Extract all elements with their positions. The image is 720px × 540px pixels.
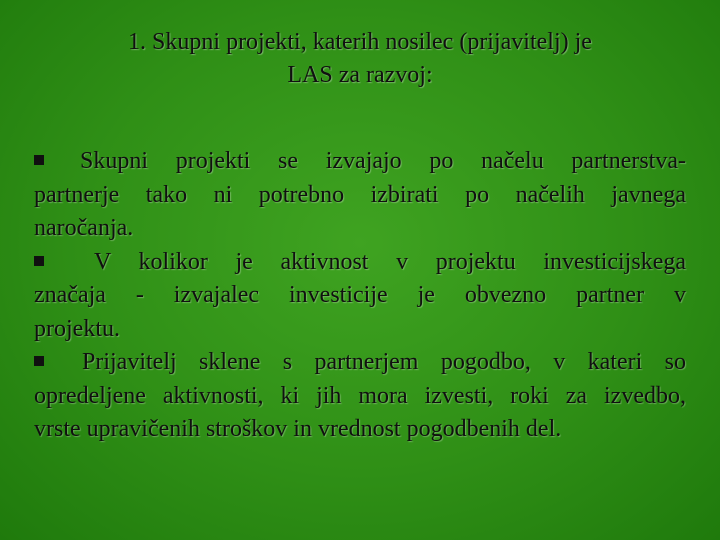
bullet-text: Prijavitelj sklene s partnerjem pogodbo, v kateri so	[82, 349, 686, 375]
title-line-2: LAS za razvoj:	[287, 62, 433, 88]
bullet-text: partnerje tako ni potrebno izbirati po načelih javnega	[34, 181, 686, 208]
bullet-text: projektu.	[34, 315, 120, 342]
slide-title	[60, 26, 660, 92]
bullet-item	[34, 346, 686, 447]
square-bullet-icon	[34, 256, 44, 266]
square-bullet-icon	[34, 356, 44, 366]
square-bullet-icon	[34, 155, 44, 165]
bullet-text: Skupni projekti se izvajajo po načelu partnerstva-	[80, 148, 686, 174]
bullet-text: vrste upravičenih stroškov in vrednost pogodbenih del.	[34, 416, 562, 442]
bullet-text: opredeljene aktivnosti, ki jih mora izvesti, roki za izvedbo,	[34, 382, 686, 409]
bullet-item	[34, 246, 686, 347]
bullet-text: V kolikor je aktivnost v projektu investicijskega	[94, 248, 686, 275]
title-line-1: 1. Skupni projekti, katerih nosilec (prijavitelj) je	[128, 29, 592, 55]
bullet-text: značaja - izvajalec investicije je obvezno partner v	[34, 282, 686, 308]
bullet-list	[34, 145, 686, 447]
bullet-text: naročanja.	[34, 215, 134, 241]
bullet-item	[34, 145, 686, 246]
